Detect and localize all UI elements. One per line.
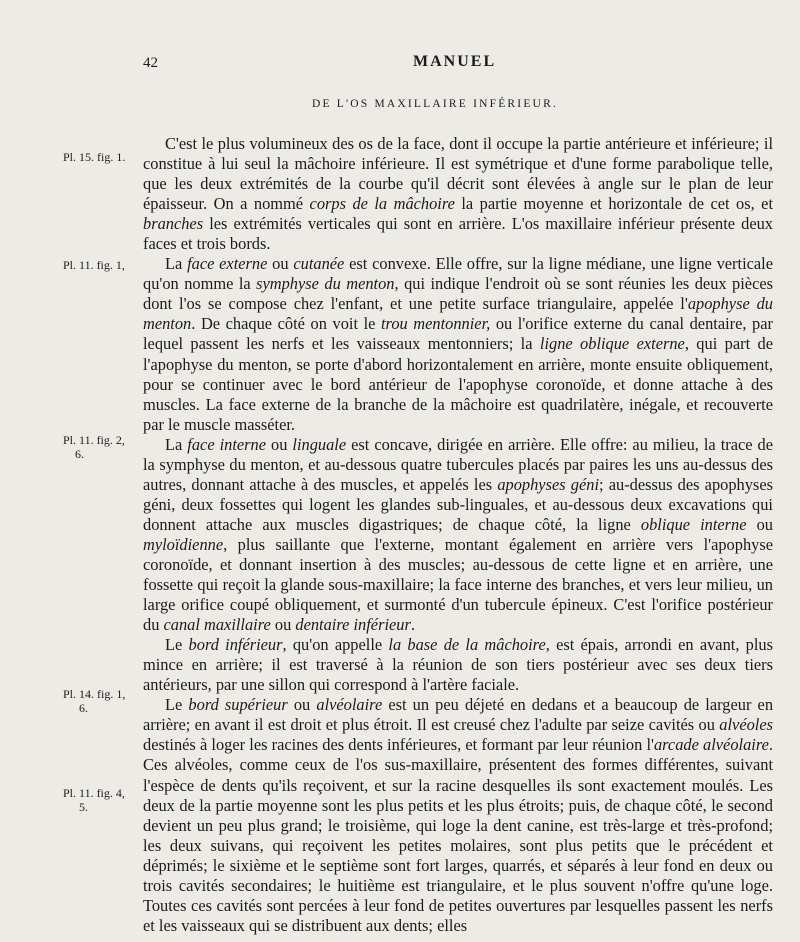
margin-note: Pl. 14. fig. 1,: [63, 687, 126, 701]
margin-note: 5.: [79, 800, 88, 814]
text: est concave, dirigée en arrière. Elle offre: au milieu, la trace de la symphyse du menton, et au-dessous quatre tubercules placés par paires les uns au-dessus des autres, donnant attache à des muscles, et appelés les: [143, 434, 774, 494]
term: arcade alvéolaire: [653, 735, 769, 755]
text: . Ces alvéoles, comme ceux de l'os sus-maxillaire, présentent des formes différentes, suivant l'espèce de dents qu'ils reçoivent, et sur la racine desquelles ils sont exactement moulés. Les deux de la partie moyenne sont les plus petits et les plus étroits; puis, de chaque côté, le second devient un peu plus grand; le troisième, qui loge la dent canine, est très-large et très-profond; les deux suivans, qui reçoivent les petites molaires, sont plus petits que le précédent et déprimés; le sixième et le septième sont fort larges, quarrés, et séparés à leur fond en deux ou trois cavités secondaires; le huitième est triangulaire, et le plus souvent n'offre qu'une loge. Toutes ces cavités sont percées à leur fond de petites ouvertures par lesquelles passent les nerfs et les vaisseaux qui se distribuent aux dents; elles: [143, 735, 773, 935]
text: La: [165, 254, 188, 274]
page-number: 42: [143, 55, 158, 71]
term: canal maxillaire: [163, 615, 271, 635]
paragraph-face-externe: [143, 254, 773, 434]
text: , plus saillante que l'externe, montant également en arrière vers l'apophyse coronoïde, et donnant insertion à des muscles; au-dessous de cette ligne et en arrière, une fossette qui reçoit la glande sous-maxillaire; la face interne des branches, et vers leur milieu, un large orifice coupé obliquement, et surmonté d'un tubercule épineux. C'est l'orifice postérieur du: [143, 534, 773, 635]
term: linguale: [292, 434, 347, 454]
body-text: [143, 134, 773, 936]
paragraph-intro: [143, 134, 773, 254]
text: ou: [267, 254, 294, 274]
paragraph-bord-superieur: [143, 695, 773, 936]
term: face externe: [187, 254, 268, 274]
margin-note: 6.: [75, 447, 84, 461]
text: La: [165, 434, 188, 454]
term: bord supérieur: [188, 695, 288, 715]
text: ou l'orifice externe du canal dentaire, par lequel passent les nerfs et les vaisseaux mentonniers; la: [143, 314, 773, 354]
text: ou: [287, 695, 317, 715]
term: ligne oblique externe: [539, 334, 685, 354]
term: la base de la mâchoire: [388, 635, 546, 655]
term: branches: [143, 214, 204, 234]
text: les extrémités verticales qui sont en arrière. L'os maxillaire inférieur présente deux faces et trois bords.: [143, 214, 773, 254]
text: est un peu déjeté en dedans et a beaucoup de largeur en arrière; en avant il est droit et plus étroit. Il est creusé chez l'adulte par seize cavités ou: [143, 695, 774, 735]
text: ou: [270, 615, 296, 635]
margin-note: Pl. 11. fig. 2,: [63, 433, 125, 447]
section-title: DE L'OS MAXILLAIRE INFÉRIEUR.: [311, 98, 559, 110]
text: .: [410, 615, 415, 635]
text: ou: [746, 514, 773, 534]
paragraph-bord-inferieur: [143, 635, 773, 695]
term: apophyses géni: [497, 474, 599, 494]
term: face interne: [187, 434, 267, 454]
text: ; au-dessus des apophyses géni, deux fossettes qui logent les glandes sub-linguales, et au-dessous deux excavations qui donnent attache aux muscles digastriques; de chaque côté, la ligne: [143, 474, 773, 534]
margin-note: Pl. 11. fig. 4,: [63, 786, 125, 800]
margin-note: 6.: [79, 701, 88, 715]
text: Le: [165, 695, 189, 715]
text: , qui part de l'apophyse du menton, se porte d'abord horizontalement en arrière, monte ensuite obliquement, pour se continuer avec le bord antérieur de l'apophyse coronoïde, et donne attache à des muscles. La face externe de la branche de la mâchoire est quadrilatère, inégale, et recouverte par le muscle masséter.: [143, 334, 773, 434]
text: ou: [266, 434, 293, 454]
margin-note: Pl. 15. fig. 1.: [63, 150, 126, 164]
text: . De chaque côté on voit le: [191, 314, 381, 334]
term: apophyse du menton: [143, 294, 773, 334]
paragraph-face-interne: [143, 435, 773, 635]
term: cutanée: [293, 254, 345, 274]
text: , est épais, arrondi en avant, plus mince en arrière; il est traversé à la réunion de son tiers postérieur avec ses deux tiers antérieurs, par une sillon qui correspond à l'artère faciale.: [143, 635, 773, 695]
text: , qui indique l'endroit où se sont réunies les deux pièces dont l'os se compose chez l'enfant, et une petite surface triangulaire, appelée l': [143, 274, 773, 314]
text: C'est le plus volumineux des os de la face, dont il occupe la partie antérieure et inférieure; il constitue à lui seul la mâchoire inférieure. Il est symétrique et d'une forme parabolique telle, que les deux extrémités de la courbe qu'il décrit sont élevées à angle sur le plan de leur épaisseur. On a nommé: [143, 134, 773, 214]
term: trou mentonnier,: [381, 314, 491, 334]
term: symphyse du menton: [256, 274, 395, 294]
term: corps de la mâchoire: [309, 194, 455, 214]
term: bord inférieur: [188, 635, 283, 655]
text: destinés à loger les racines des dents inférieures, et formant par leur réunion l': [143, 735, 654, 755]
term: myloïdienne: [143, 534, 224, 554]
running-head: MANUEL: [413, 53, 497, 70]
text: la partie moyenne et horizontale de cet os, et: [454, 194, 774, 214]
term: dentaire inférieur: [295, 615, 411, 635]
term: alvéoles: [719, 715, 773, 735]
text: , qu'on appelle: [282, 635, 389, 655]
text: Le: [165, 635, 189, 655]
text: est convexe. Elle offre, sur la ligne médiane, une ligne verticale qu'on nomme la: [143, 254, 773, 294]
term: oblique interne: [640, 514, 747, 534]
term: alvéolaire: [316, 695, 383, 715]
margin-note: Pl. 11. fig. 1,: [63, 258, 125, 272]
